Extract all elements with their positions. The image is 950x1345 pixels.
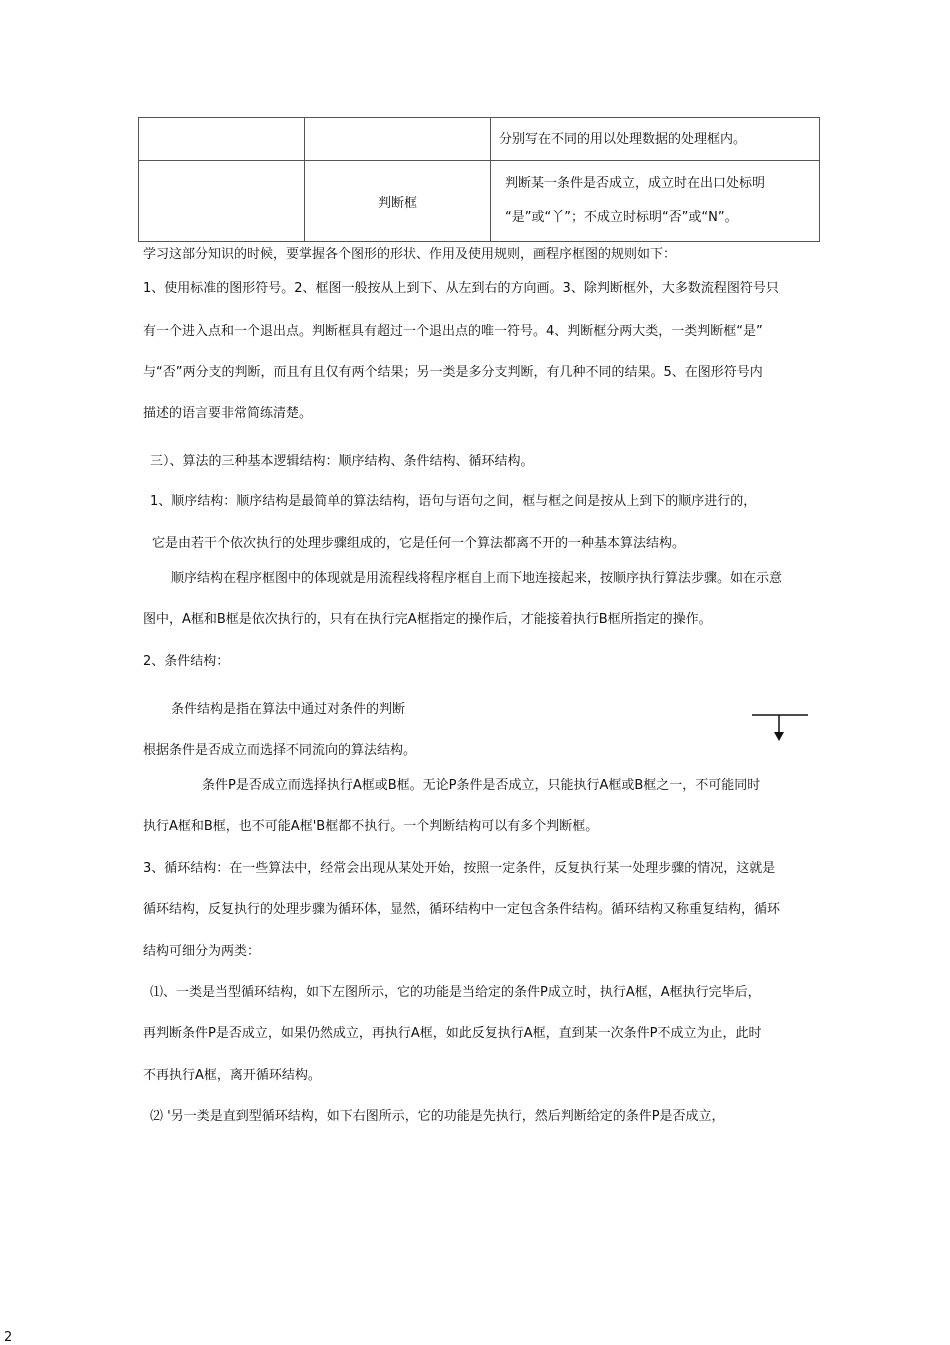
paragraph: 1、使用标准的图形符号。2、框图一般按从上到下、从左到右的方向画。3、除判断框外，大多数流程图符号只 — [143, 281, 779, 296]
paragraph: ⑴、一类是当型循环结构，如下左图所示，它的功能是当给定的条件P成立时，执行A框，A框执行完毕后， — [150, 985, 761, 1000]
table-cell — [139, 161, 305, 242]
paragraph: ⑵ '另一类是直到型循环结构，如下右图所示，它的功能是先执行，然后判断给定的条件P是否成立， — [150, 1109, 725, 1124]
paragraph: 条件结构是指在算法中通过对条件的判断 — [171, 702, 406, 717]
paragraph: 有一个进入点和一个退出点。判断框具有超过一个退出点的唯一符号。4、判断框分两大类，一类判断框“是” — [143, 324, 763, 339]
page-number: 2 — [4, 1330, 13, 1345]
paragraph: 描述的语言要非常简练清楚。 — [143, 406, 313, 421]
symbol-table — [138, 117, 820, 242]
flow-arrow-icon — [752, 714, 808, 742]
table-row — [139, 118, 820, 161]
section-heading: 2、条件结构： — [143, 654, 230, 669]
paragraph: 循环结构，反复执行的处理步骤为循环体，显然，循环结构中一定包含条件结构。循环结构又称重复结构，循环 — [143, 902, 781, 917]
paragraph: 与“否”两分支的判断，而且有且仅有两个结果；另一类是多分支判断，有几种不同的结果。5、在图形符号内 — [143, 365, 763, 380]
decision-box-description-line1: 判断某一条件是否成立，成立时在出口处标明 — [505, 176, 766, 191]
paragraph: 结构可细分为两类： — [143, 944, 261, 959]
decision-box-label: 判断框 — [377, 195, 417, 211]
table-cell — [491, 118, 820, 161]
paragraph: 顺序结构在程序框图中的体现就是用流程线将程序框自上而下地连接起来，按顺序执行算法步骤。如在示意 — [171, 571, 783, 586]
paragraph: 学习这部分知识的时候，要掌握各个图形的形状、作用及使用规则，画程序框图的规则如下： — [143, 247, 677, 262]
paragraph: 根据条件是否成立而选择不同流向的算法结构。 — [143, 743, 417, 758]
table-cell — [305, 161, 491, 242]
paragraph: 再判断条件P是否成立，如果仍然成立，再执行A框，如此反复执行A框，直到某一次条件P不成立为止，此时 — [143, 1026, 762, 1041]
table-cell — [491, 161, 820, 242]
paragraph: 执行A框和B框，也不可能A框'B框都不执行。一个判断结构可以有多个判断框。 — [143, 819, 599, 834]
table-row — [139, 161, 820, 242]
table-cell — [139, 118, 305, 161]
section-heading: 三）、算法的三种基本逻辑结构：顺序结构、条件结构、循环结构。 — [150, 454, 534, 469]
paragraph: 3、循环结构：在一些算法中，经常会出现从某处开始，按照一定条件，反复执行某一处理步骤的情况，这就是 — [143, 861, 776, 876]
decision-box-description-line2: “是”或“丫”；不成立时标明“否”或“N”。 — [505, 210, 738, 225]
paragraph: 1、顺序结构：顺序结构是最简单的算法结构，语句与语句之间，框与框之间是按从上到下的顺序进行的， — [150, 494, 757, 509]
paragraph: 条件P是否成立而选择执行A框或B框。无论P条件是否成立，只能执行A框或B框之一，不可能同时 — [202, 778, 761, 793]
paragraph: 图中，A框和B框是依次执行的，只有在执行完A框指定的操作后，才能接着执行B框所指定的操作。 — [143, 612, 712, 627]
process-box-description: 分别写在不同的用以处理数据的处理框内。 — [499, 131, 747, 147]
paragraph: 不再执行A框，离开循环结构。 — [143, 1068, 321, 1083]
paragraph: 它是由若干个依次执行的处理步骤组成的，它是任何一个算法都离不开的一种基本算法结构。 — [152, 536, 686, 551]
table-cell — [305, 118, 491, 161]
